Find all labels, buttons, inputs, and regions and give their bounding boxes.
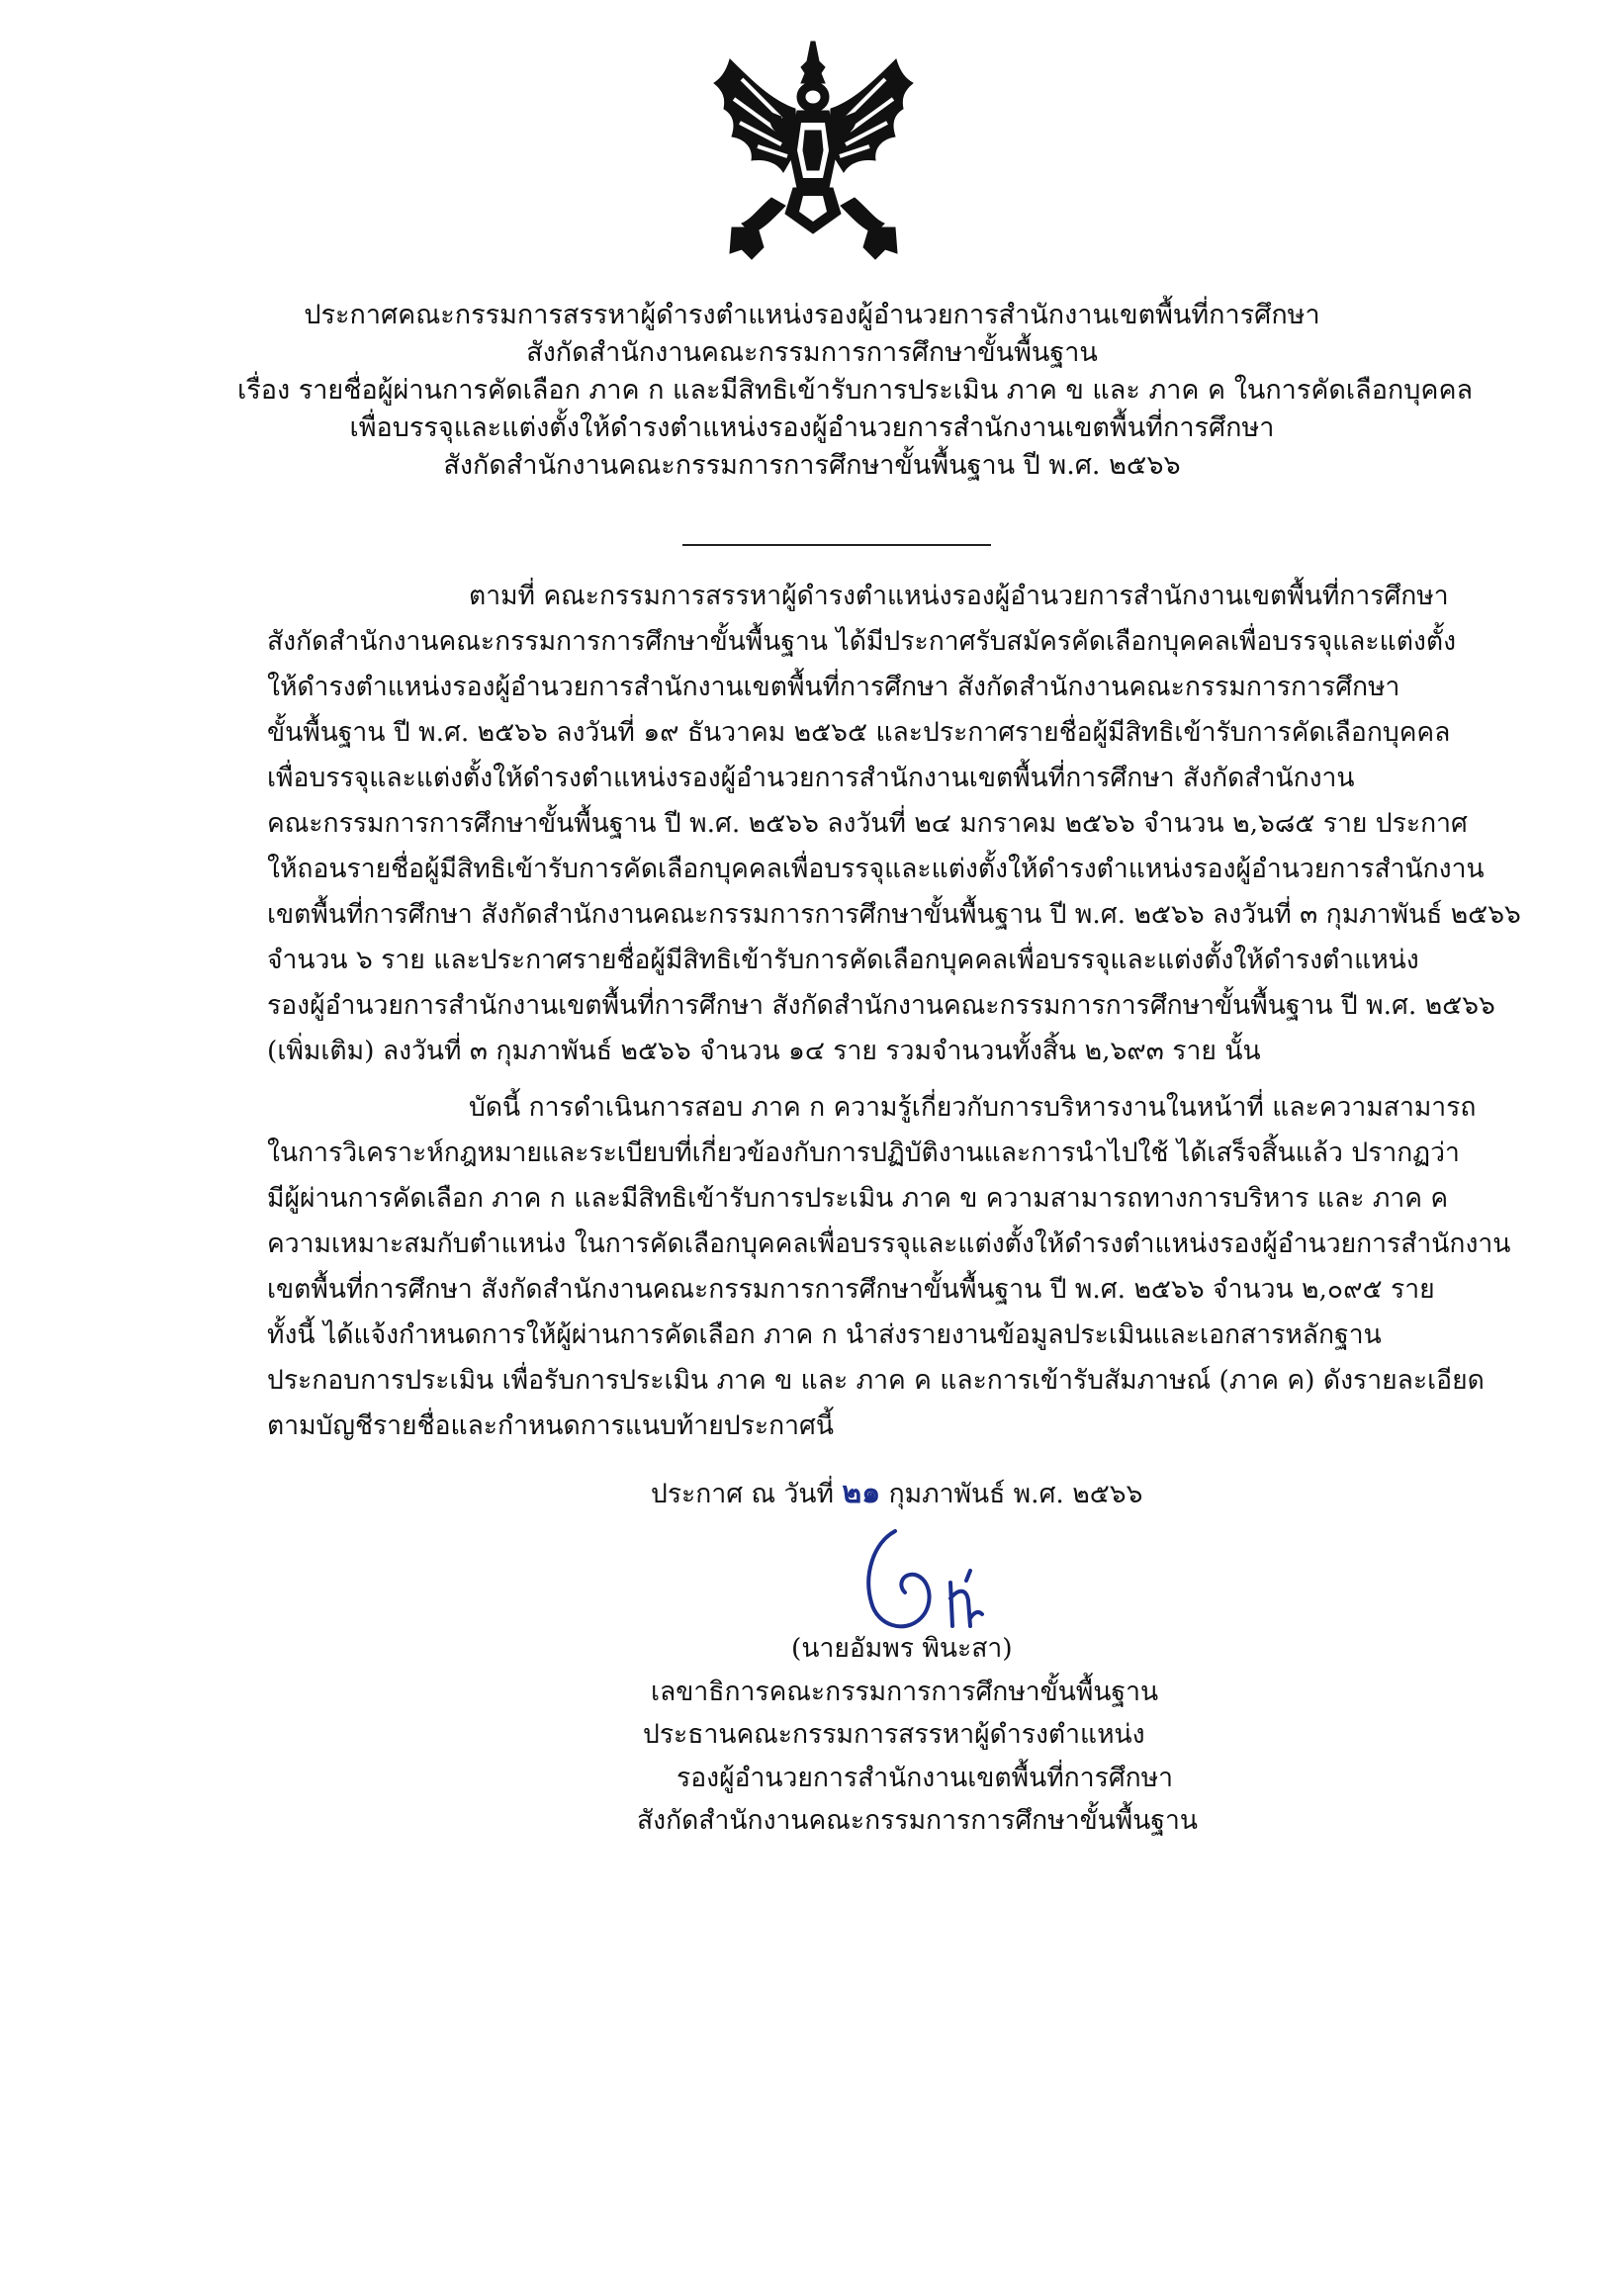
signer-block (593, 1627, 1199, 1843)
date-month-year: กุมภาพันธ์ พ.ศ. ๒๕๖๖ (888, 1479, 1143, 1509)
paragraph-line: เขตพื้นที่การศึกษา สังกัดสำนักงานคณะกรรมการการศึกษาขั้นพื้นฐาน ปี พ.ศ. ๒๕๖๖ ลงวันที่ ๓ กุมภาพันธ์ ๒๕๖๖ (267, 899, 1521, 930)
garuda-emblem-icon (712, 40, 915, 262)
date-day-handwritten: ๒๑ (842, 1476, 881, 1510)
announcement-date (651, 1474, 1142, 1514)
paragraph-line: (เพิ่มเติม) ลงวันที่ ๓ กุมภาพันธ์ ๒๕๖๖ จำนวน ๑๔ ราย รวมจำนวนทั้งสิ้น ๒,๖๙๓ ราย นั้น (267, 1036, 1261, 1066)
paragraph-line: คณะกรรมการการศึกษาขั้นพื้นฐาน ปี พ.ศ. ๒๕๖๖ ลงวันที่ ๒๔ มกราคม ๒๕๖๖ จำนวน ๒,๖๘๕ ราย ประกาศ (267, 808, 1468, 839)
signer-position: รองผู้อำนวยการสำนักงานเขตพื้นที่การศึกษา (677, 1762, 1174, 1793)
paragraph-line: รองผู้อำนวยการสำนักงานเขตพื้นที่การศึกษา สังกัดสำนักงานคณะกรรมการการศึกษาขั้นพื้นฐาน ปี พ.ศ. ๒๕๖๖ (267, 990, 1495, 1021)
paragraph-line: ประกอบการประเมิน เพื่อรับการประเมิน ภาค ข และ ภาค ค และการเข้ารับสัมภาษณ์ (ภาค ค) ดังรายละเอียด (267, 1365, 1485, 1396)
date-prefix: ประกาศ ณ วันที่ (651, 1479, 834, 1509)
signer-name: (นายอัมพร พินะสา) (791, 1633, 1013, 1664)
paragraph-line: ให้ถอนรายชื่อผู้มีสิทธิเข้ารับการคัดเลือกบุคคลเพื่อบรรจุและแต่งตั้งให้ดำรงตำแหน่งรองผู้อำนวยการสำนักงาน (267, 854, 1485, 884)
subject-line-3: สังกัดสำนักงานคณะกรรมการการศึกษาขั้นพื้นฐาน ปี พ.ศ. ๒๕๖๖ (443, 450, 1181, 481)
signer-position: ประธานคณะกรรมการสรรหาผู้ดำรงตำแหน่ง (643, 1719, 1145, 1750)
paragraph-line: ในการวิเคราะห์กฎหมายและระเบียบที่เกี่ยวข้องกับการปฏิบัติงานและการนำไปใช้ ได้เสร็จสิ้นแล้ว ปรากฏว่า (267, 1137, 1460, 1168)
paragraph-line: จำนวน ๖ ราย และประกาศรายชื่อผู้มีสิทธิเข้ารับการคัดเลือกบุคคลเพื่อบรรจุและแต่งตั้งให้ดำรงตำแหน่ง (267, 945, 1419, 975)
paragraph-line: ความเหมาะสมกับตำแหน่ง ในการคัดเลือกบุคคลเพื่อบรรจุและแต่งตั้งให้ดำรงตำแหน่งรองผู้อำนวยการสำนักงาน (267, 1228, 1511, 1259)
paragraph-1 (267, 574, 1521, 1074)
subject-line-2: เพื่อบรรจุและแต่งตั้งให้ดำรงตำแหน่งรองผู้อำนวยการสำนักงานเขตพื้นที่การศึกษา (349, 412, 1275, 443)
signer-position: เลขาธิการคณะกรรมการการศึกษาขั้นพื้นฐาน (651, 1676, 1159, 1707)
title-line-2: สังกัดสำนักงานคณะกรรมการการศึกษาขั้นพื้นฐาน (526, 337, 1098, 368)
paragraph-line: มีผู้ผ่านการคัดเลือก ภาค ก และมีสิทธิเข้ารับการประเมิน ภาค ข ความสามารถทางการบริหาร และ ภาค ค (267, 1183, 1449, 1214)
paragraph-line: เขตพื้นที่การศึกษา สังกัดสำนักงานคณะกรรมการการศึกษาขั้นพื้นฐาน ปี พ.ศ. ๒๕๖๖ จำนวน ๒,๐๙๕ ราย (267, 1274, 1435, 1305)
paragraph-line: สังกัดสำนักงานคณะกรรมการการศึกษาขั้นพื้นฐาน ได้มีประกาศรับสมัครคัดเลือกบุคคลเพื่อบรรจุและแต่งตั้ง (267, 626, 1457, 657)
subject-line-1: เรื่อง รายชื่อผู้ผ่านการคัดเลือก ภาค ก และมีสิทธิเข้ารับการประเมิน ภาค ข และ ภาค ค ในการคัดเลือกบุคคล (237, 375, 1474, 406)
paragraph-line: ทั้งนี้ ได้แจ้งกำหนดการให้ผู้ผ่านการคัดเลือก ภาค ก นำส่งรายงานข้อมูลประเมินและเอกสารหลักฐาน (267, 1319, 1382, 1350)
paragraph-line: ขั้นพื้นฐาน ปี พ.ศ. ๒๕๖๖ ลงวันที่ ๑๙ ธันวาคม ๒๕๖๕ และประกาศรายชื่อผู้มีสิทธิเข้ารับการคัดเลือกบุคคล (267, 717, 1451, 748)
paragraph-line: ให้ดำรงตำแหน่งรองผู้อำนวยการสำนักงานเขตพื้นที่การศึกษา สังกัดสำนักงานคณะกรรมการการศึกษา (267, 672, 1400, 702)
heading-divider (682, 544, 991, 546)
paragraph-line: บัดนี้ การดำเนินการสอบ ภาค ก ความรู้เกี่ยวกับการบริหารงานในหน้าที่ และความสามารถ (469, 1092, 1477, 1123)
paragraph-2 (267, 1085, 1511, 1449)
paragraph-line: ตามที่ คณะกรรมการสรรหาผู้ดำรงตำแหน่งรองผู้อำนวยการสำนักงานเขตพื้นที่การศึกษา (469, 581, 1449, 611)
handwritten-signature (856, 1523, 1053, 1642)
signer-position: สังกัดสำนักงานคณะกรรมการการศึกษาขั้นพื้นฐาน (637, 1805, 1199, 1836)
title-line-1: ประกาศคณะกรรมการสรรหาผู้ดำรงตำแหน่งรองผู้อำนวยการสำนักงานเขตพื้นที่การศึกษา (304, 300, 1320, 330)
announcement-heading (237, 297, 1474, 485)
paragraph-line: ตามบัญชีรายชื่อและกำหนดการแนบท้ายประกาศนี้ (267, 1410, 834, 1441)
paragraph-line: เพื่อบรรจุและแต่งตั้งให้ดำรงตำแหน่งรองผู้อำนวยการสำนักงานเขตพื้นที่การศึกษา สังกัดสำนักงาน (267, 763, 1355, 793)
